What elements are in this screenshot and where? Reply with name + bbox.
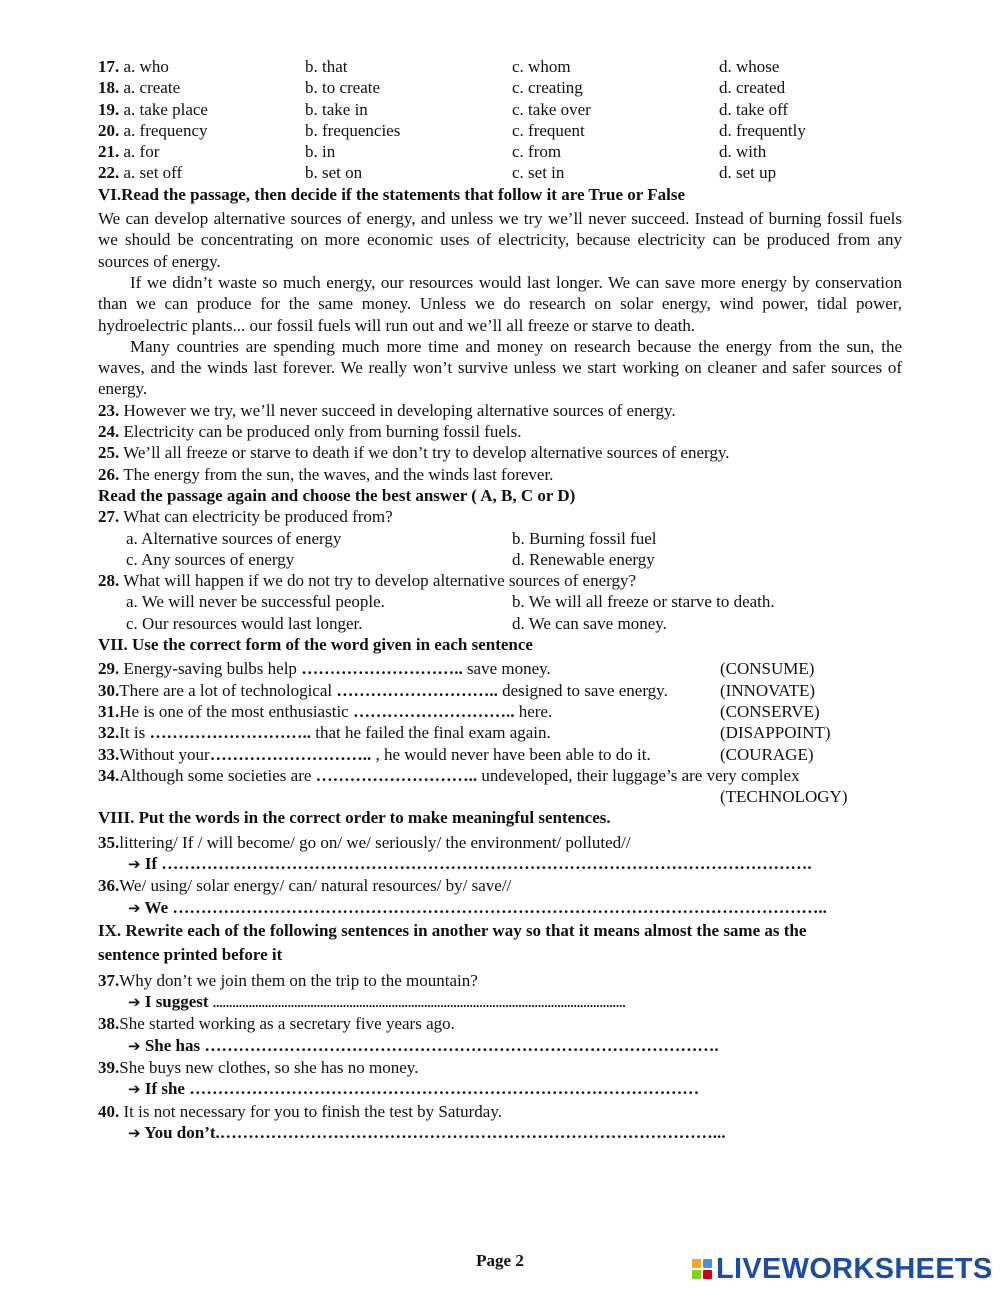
answer-line-36[interactable] [98,897,902,919]
answer-blank[interactable]: ……………………………………………………………………………… [189,1079,700,1099]
question-number: 25. [98,443,120,463]
option-c: c. set in [512,163,565,183]
question-text: What can electricity be produced from? [119,507,393,527]
option-a: a. frequency [119,120,208,140]
original-sentence: She started working as a secretary five years ago. [119,1014,455,1034]
option-b: b. to create [305,78,381,98]
question-number: 24. [98,422,120,442]
section-7-heading: VII. Use the correct form of the word given in each sentence [98,635,533,655]
answer-blank[interactable]: ……………………………………………………………………………... [219,1122,726,1142]
arrow-icon: ➔ [128,1123,141,1142]
word-form-29 [98,658,902,679]
question-number: 20. [98,120,120,140]
answer-line-39[interactable] [98,1078,902,1100]
original-sentence: It is not necessary for you to finish the test by Saturday. [119,1101,502,1121]
answer-start: If [140,853,162,873]
original-sentence: Why don’t we join them on the trip to the mountain? [119,970,478,990]
sentence-start: Without your [119,744,210,764]
root-word: (INNOVATE) [720,680,816,700]
option-d: d. Renewable energy [512,549,655,569]
question-number: 23. [98,400,120,420]
rewrite-38 [98,1013,902,1034]
sentence-start: Although some societies are [119,765,316,785]
logo-square-3 [692,1270,701,1279]
option-a: a. who [119,57,169,76]
question-number: 30. [98,680,120,700]
question-number: 26. [98,464,120,484]
logo-square-1 [692,1259,701,1268]
answer-blank[interactable]: ............................................................................................................................... [212,995,626,1011]
answer-start: She has [140,1035,205,1055]
option-d: d. frequently [719,120,806,140]
question-number: 39. [98,1058,120,1078]
question-number: 18. [98,78,120,98]
question-number: 35. [98,832,120,852]
statement-26 [98,464,902,485]
passage-paragraph-2: If we didn’t waste so much energy, our resources would last longer. We can save more energy by conservation than we can produce for the same money. Unless we do research on solar energy, wind power, tidal power, hydroelectric plants... our fossil fuels will run out and we’ll all freeze or starve to death. [98,272,902,335]
option-c: c. Any sources of energy [126,549,295,569]
statement-24 [98,421,902,442]
answer-blank[interactable]: ……………………….. [336,680,498,700]
liveworksheets-logo[interactable] [692,1254,993,1284]
passage-paragraph-1: We can develop alternative sources of energy, and unless we try we’ll never succeed. Instead of burning fossil fuels we should be concentrating on more economic uses of electricity, because electricity can be produced from any sources of energy. [98,209,902,271]
sentence-end: undeveloped, their luggage’s are very complex [477,765,800,785]
option-a: a. create [119,78,181,98]
sentence-end: save money. [462,659,551,679]
q28-options-row-1 [98,591,902,612]
option-b: b. that [305,57,348,76]
word-form-34 [98,765,902,786]
logo-text: LIVEWORKSHEETS [716,1253,993,1285]
question-number: 17. [98,57,120,76]
option-b: b. Burning fossil fuel [512,528,657,548]
option-d: d. created [719,78,786,98]
word-list: We/ using/ solar energy/ can/ natural resources/ by/ save// [119,876,512,896]
answer-line-35[interactable] [98,853,902,875]
option-d: d. take off [719,99,789,119]
word-list: littering/ If / will become/ go on/ we/ seriously/ the environment/ polluted// [119,832,631,852]
question-number: 31. [98,701,120,721]
question-27 [98,506,902,527]
original-sentence: She buys new clothes, so she has no money. [119,1058,419,1078]
statement-23 [98,400,902,421]
word-form-31 [98,701,902,722]
root-word: (CONSUME) [720,659,815,679]
q27-options-row-1 [98,528,902,549]
sentence-start: Energy-saving bulbs help [119,659,302,679]
statement-text: Electricity can be produced only from burning fossil fuels. [119,422,522,442]
statement-text: The energy from the sun, the waves, and the winds last forever. [119,464,554,484]
answer-line-40[interactable] [98,1122,902,1144]
root-word: (CONSERVE) [720,701,820,721]
option-c: c. take over [512,99,591,119]
section-6-subheading: Read the passage again and choose the best answer ( A, B, C or D) [98,485,576,505]
passage-paragraph-3: Many countries are spending much more time and money on research because the energy from the sun, the waves, and the winds last forever. We really won’t survive unless we start working on cleaner and safer sources of energy. [98,336,902,399]
statement-text: However we try, we’ll never succeed in developing alternative sources of energy. [119,400,676,420]
option-c: c. frequent [512,120,585,140]
sentence-end: designed to save energy. [497,680,668,700]
answer-start: I suggest [140,992,213,1012]
option-a: a. We will never be successful people. [126,592,385,612]
question-number: 36. [98,876,120,896]
sentence-start: There are a lot of technological [119,680,337,700]
statement-text: We’ll all freeze or starve to death if we don’t try to develop alternative sources of energy. [119,443,730,463]
option-a: a. for [119,142,160,162]
sentence-start: He is one of the most enthusiastic [119,701,353,721]
question-28 [98,570,902,591]
option-d: d. We can save money. [512,613,667,633]
rewrite-39 [98,1057,902,1078]
option-b: b. take in [305,99,368,119]
mcq-block [98,56,902,184]
question-number: 37. [98,970,120,990]
question-number: 19. [98,99,120,119]
rewrite-40 [98,1101,902,1122]
sentence-end: , he would never have been able to do it. [371,744,651,764]
answer-line-37[interactable] [98,991,902,1013]
sentence-start: It is [119,723,150,743]
sentence-end: that he failed the final exam again. [310,723,551,743]
answer-blank[interactable]: ……………………….. [301,659,463,679]
question-number: 32. [98,723,120,743]
option-c: c. creating [512,78,583,98]
section-6-heading: VI.Read the passage, then decide if the statements that follow it are True or False [98,184,686,204]
rewrite-37 [98,970,902,991]
answer-blank[interactable]: ……………………….. [352,701,515,721]
answer-start: You don’t. [140,1122,220,1142]
word-form-33 [98,744,902,765]
reorder-36 [98,875,902,896]
question-number: 33. [98,744,120,764]
answer-blank[interactable]: ……………………….. [315,765,478,785]
option-b: b. set on [305,163,363,183]
mcq-row-19 [98,99,902,120]
arrow-icon: ➔ [128,854,141,873]
question-number: 29. [98,659,120,679]
logo-grid-icon [692,1259,712,1279]
option-b: b. We will all freeze or starve to death. [512,592,775,612]
arrow-icon: ➔ [128,1036,141,1055]
logo-square-2 [703,1259,712,1268]
arrow-icon: ➔ [128,898,141,917]
mcq-row-17 [98,56,902,77]
answer-blank[interactable]: ……………………….. [209,744,372,764]
section-9-heading-line-2: sentence printed before it [98,944,283,964]
option-b: b. in [305,142,336,162]
answer-blank[interactable]: ………………………………………………………………………………. [204,1035,719,1055]
q28-options-row-2 [98,613,902,634]
answer-blank[interactable]: …………………………………………………………………………………………………….. [172,897,827,917]
question-number: 27. [98,507,120,527]
answer-start: We [140,897,173,917]
answer-line-38[interactable] [98,1035,902,1057]
mcq-row-18 [98,77,902,98]
option-b: b. frequencies [305,120,401,140]
option-a: a. Alternative sources of energy [126,528,342,548]
question-number: 28. [98,571,120,591]
question-text: What will happen if we do not try to develop alternative sources of energy? [119,571,637,591]
question-number: 22. [98,163,120,183]
option-c: c. whom [512,57,571,76]
option-c: c. from [512,142,562,162]
option-d: d. with [719,142,767,162]
question-number: 34. [98,765,120,785]
answer-blank[interactable]: ……………………………………………………………………………………………………. [161,853,812,873]
section-8-heading: VIII. Put the words in the correct order to make meaningful sentences. [98,808,611,828]
root-word: (DISAPPOINT) [720,723,831,743]
option-c: c. Our resources would last longer. [126,613,363,633]
option-a: a. take place [119,99,208,119]
answer-blank[interactable]: ……………………….. [149,723,311,743]
question-number: 21. [98,142,120,162]
option-a: a. set off [119,163,183,183]
arrow-icon: ➔ [128,1080,141,1099]
page-number: Page 2 [476,1251,524,1270]
question-number: 38. [98,1014,120,1034]
root-word: (COURAGE) [720,744,814,764]
q27-options-row-2 [98,549,902,570]
mcq-row-22 [98,162,902,183]
option-d: d. set up [719,163,777,183]
word-form-30 [98,680,902,701]
option-d: d. whose [719,57,780,76]
logo-square-4 [703,1270,712,1279]
sentence-end: here. [514,701,553,721]
statement-25 [98,442,902,463]
arrow-icon: ➔ [128,993,141,1012]
worksheet-page [98,56,902,1144]
word-form-32 [98,722,902,743]
section-9-heading-line-1: IX. Rewrite each of the following sentences in another way so that it means almost the same as the [98,920,807,940]
mcq-row-20 [98,120,902,141]
answer-start: If she [140,1079,190,1099]
mcq-row-21 [98,141,902,162]
question-number: 40. [98,1101,120,1121]
reorder-35 [98,832,902,853]
root-word: (TECHNOLOGY) [720,787,848,807]
